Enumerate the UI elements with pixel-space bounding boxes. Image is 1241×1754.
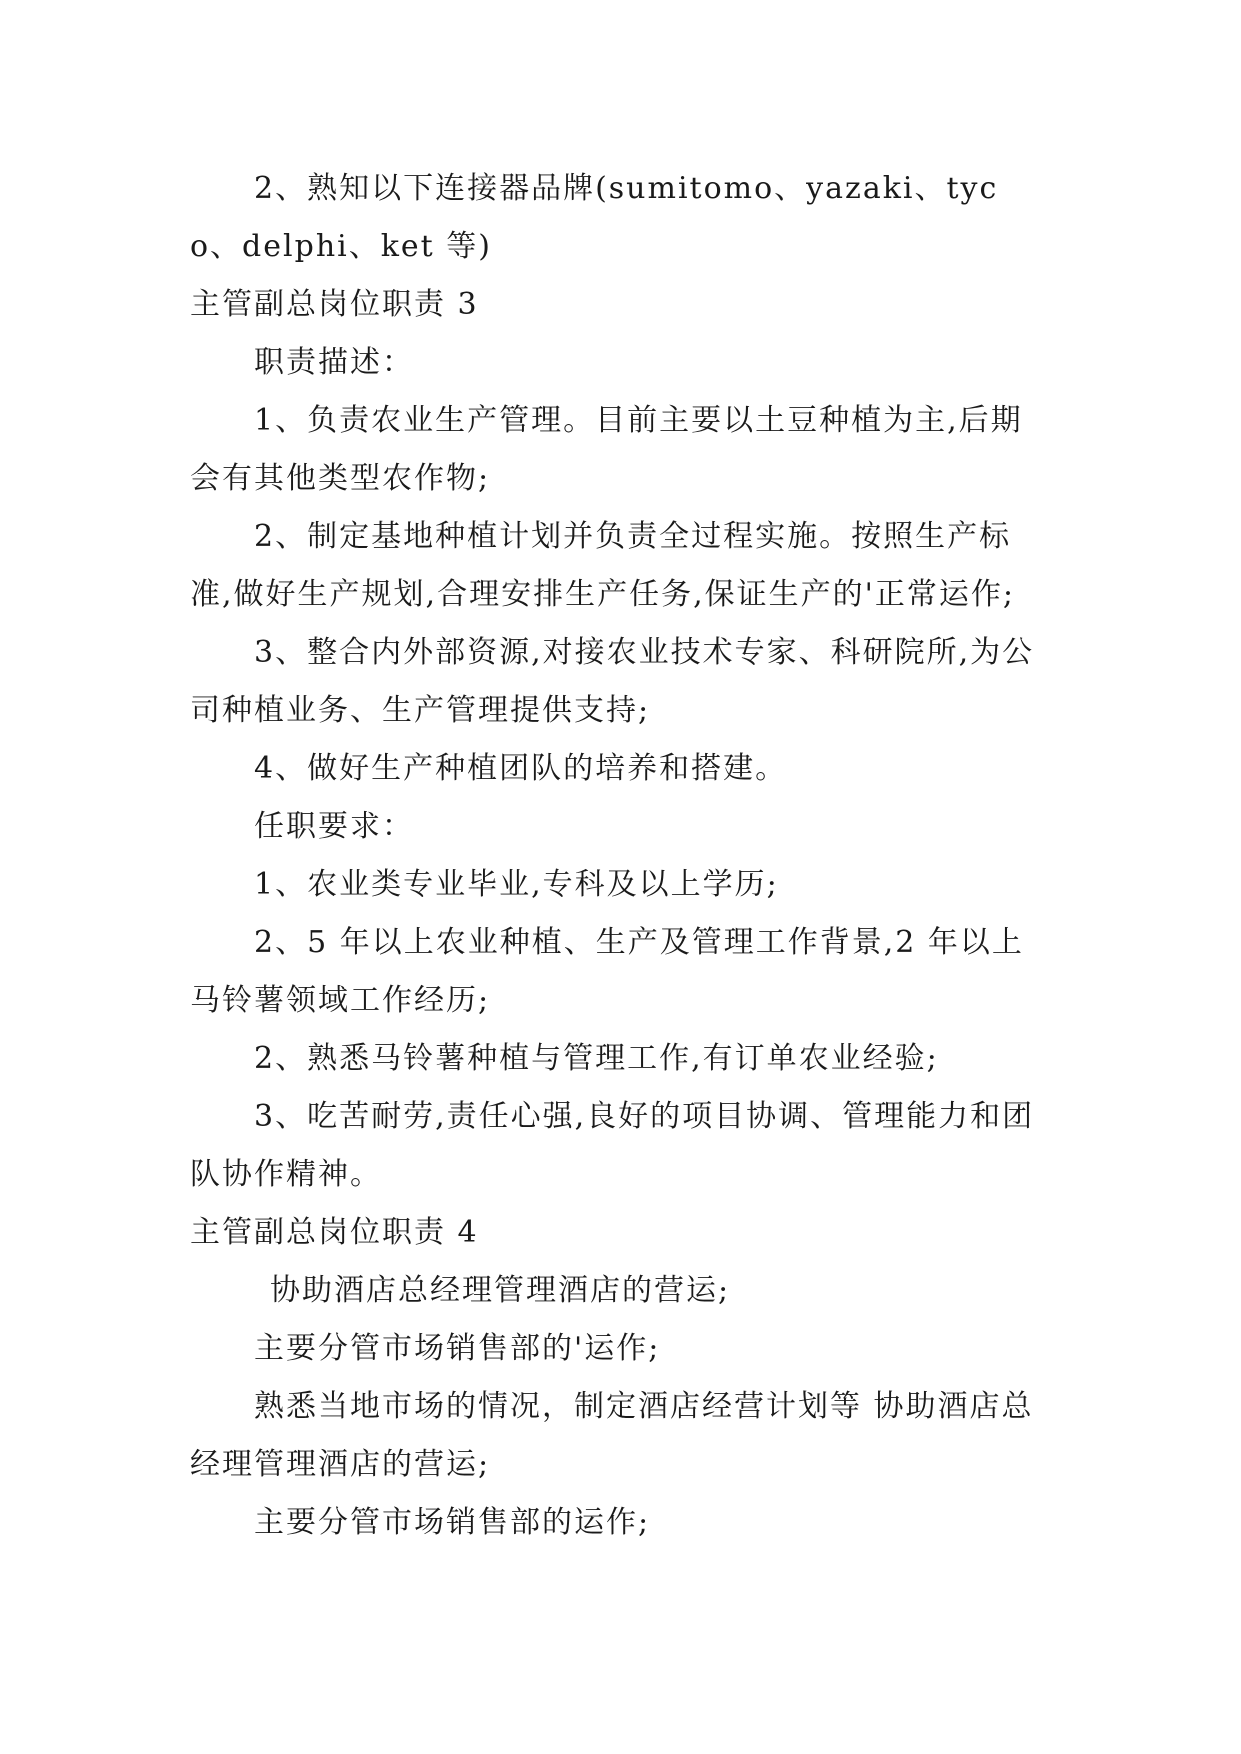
paragraph: 3、吃苦耐劳,责任心强,良好的项目协调、管理能力和团队协作精神。: [190, 1099, 1035, 1192]
paragraph: 3、整合内外部资源,对接农业技术专家、科研院所,为公司种植业务、生产管理提供支持;: [190, 635, 1035, 728]
paragraph: 任职要求：: [254, 809, 414, 844]
paragraph: 2、制定基地种植计划并负责全过程实施。按照生产标准,做好生产规划,合理安排生产任务,保证生产的'正常运作;: [190, 519, 1015, 612]
paragraph: 熟悉当地市场的情况，制定酒店经营计划等 协助酒店总经理管理酒店的营运;: [190, 1389, 1034, 1482]
section-heading: 主管副总岗位职责 3: [190, 287, 479, 322]
section-heading: 主管副总岗位职责 4: [190, 1215, 479, 1250]
paragraph: 主要分管市场销售部的运作;: [254, 1505, 651, 1540]
paragraph: 职责描述：: [254, 345, 414, 380]
paragraph: 2、5 年以上农业种植、生产及管理工作背景,2 年以上马铃薯领域工作经历;: [190, 925, 1024, 1018]
paragraph: 2、熟悉马铃薯种植与管理工作,有订单农业经验;: [254, 1041, 939, 1076]
paragraph: 4、做好生产种植团队的培养和搭建。: [254, 751, 788, 786]
paragraph: 2、熟知以下连接器品牌(sumitomo、yazaki、tyco、delphi、ket 等): [190, 171, 999, 264]
document-body: [190, 160, 1050, 1552]
paragraph: 主要分管市场销售部的'运作;: [254, 1331, 661, 1366]
paragraph: 1、负责农业生产管理。目前主要以土豆种植为主,后期会有其他类型农作物;: [190, 403, 1023, 496]
paragraph: 1、农业类专业毕业,专科及以上学历;: [254, 867, 779, 902]
paragraph: 协助酒店总经理管理酒店的营运;: [270, 1273, 731, 1308]
